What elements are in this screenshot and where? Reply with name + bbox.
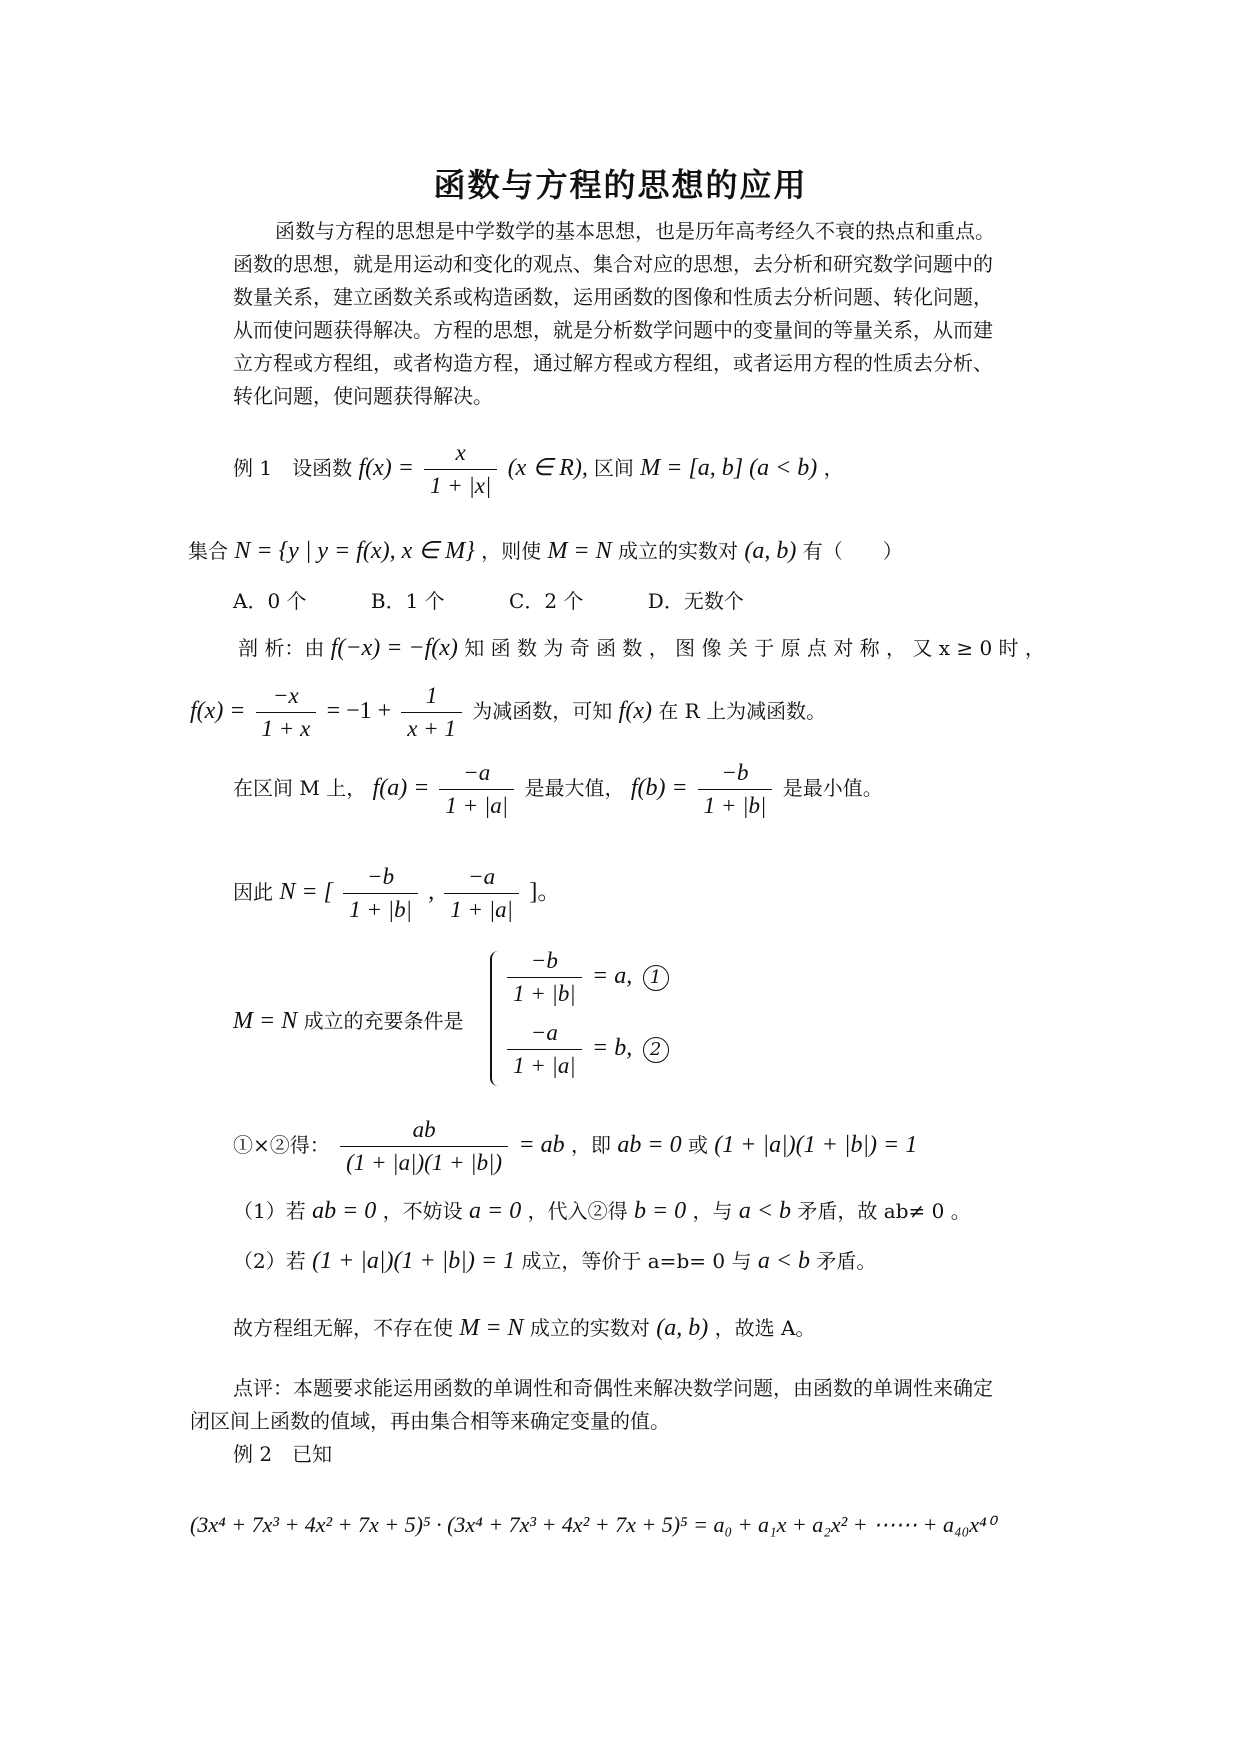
set-label: 集合 bbox=[188, 539, 228, 563]
text: 知 函 数 为 奇 函 数 ， 图 像 关 于 原 点 对 称 ， 又 x ≥ 0 时 ， bbox=[464, 636, 1045, 660]
fraction bbox=[698, 760, 773, 819]
denominator: 1 + |b| bbox=[513, 981, 576, 1006]
denominator: 1 + |a| bbox=[445, 793, 509, 818]
comment-line-2: 闭区间上函数的值域，再由集合相等来确定变量的值。 bbox=[190, 1409, 670, 1433]
equation-tag: 2 bbox=[643, 1037, 669, 1063]
math: b = 0 bbox=[633, 1198, 687, 1224]
fraction bbox=[424, 440, 497, 499]
text: 剖 析：由 bbox=[238, 636, 325, 660]
numerator: −b bbox=[343, 864, 418, 894]
text: 成立的充要条件是 bbox=[303, 1009, 464, 1033]
numerator: −b bbox=[698, 760, 773, 790]
denominator: 1 + |x| bbox=[429, 473, 492, 498]
math: f(b) = bbox=[630, 775, 694, 801]
math: , bbox=[428, 879, 441, 905]
text: 为减函数，可知 bbox=[472, 699, 613, 723]
text: ，与 bbox=[692, 1199, 733, 1223]
option-c: C．2 个 bbox=[509, 589, 584, 613]
example2-formula bbox=[190, 1512, 996, 1538]
option-a: A．0 个 bbox=[233, 589, 307, 613]
example1-question bbox=[188, 535, 903, 565]
math: M = N bbox=[459, 1315, 524, 1341]
function-def: f(x) = bbox=[358, 455, 420, 481]
intro-line: 立方程或方程组，或者构造方程，通过解方程或方程组，或者运用方程的性质去分析、 bbox=[233, 351, 993, 375]
text: ，则使 bbox=[481, 539, 542, 563]
intro-line: 函数与方程的思想是中学数学的基本思想，也是历年高考经久不衰的热点和重点。 bbox=[275, 219, 995, 243]
math: a < b bbox=[757, 1248, 811, 1274]
text: 因此 bbox=[233, 880, 273, 904]
math: N = [ bbox=[279, 879, 333, 905]
text: 在区间 M 上， bbox=[233, 776, 367, 800]
interval-label: 区间 bbox=[593, 456, 634, 480]
equation-tag: 1 bbox=[643, 965, 669, 991]
text: 是最大值， bbox=[524, 776, 625, 800]
numerator: −x bbox=[256, 683, 317, 713]
denominator: x + 1 bbox=[407, 716, 456, 741]
denominator: 1 + |b| bbox=[703, 793, 767, 818]
text: （2）若 bbox=[233, 1249, 306, 1273]
numerator: 1 bbox=[401, 683, 462, 713]
analysis-line-4 bbox=[233, 864, 561, 923]
numerator: −b bbox=[507, 948, 582, 978]
math: (a, b) bbox=[656, 1315, 709, 1341]
intro-line: 从而使问题获得解决。方程的思想，就是分析数学问题中的变量间的等量关系，从而建 bbox=[233, 318, 993, 342]
punct: ， bbox=[823, 456, 844, 480]
fraction bbox=[439, 760, 514, 819]
fraction bbox=[340, 1117, 508, 1176]
math: (3x⁴ + 7x³ + 4x² + 7x + 5)⁵ · (3x⁴ + 7x³ + 4x² + 7x + 5)⁵ = a₀ + a₁x + a₂x² + ⋯⋯ + a₄₀x⁴⁰ bbox=[190, 1512, 996, 1537]
numerator: −a bbox=[444, 864, 519, 894]
example2-label: 例 2 已知 bbox=[233, 1442, 333, 1466]
page-title: 函数与方程的思想的应用 bbox=[433, 166, 808, 204]
fraction bbox=[256, 683, 317, 742]
intro-line: 转化问题，使问题获得解决。 bbox=[233, 384, 493, 408]
math: M = N bbox=[233, 1008, 298, 1034]
system-equation-1 bbox=[503, 948, 669, 1007]
intro-line: 函数的思想，就是用运动和变化的观点、集合对应的思想，去分析和研究数学问题中的 bbox=[233, 252, 993, 276]
fraction bbox=[507, 1020, 582, 1079]
text: 成立的实数对 bbox=[529, 1316, 650, 1340]
math: f(x) bbox=[618, 698, 652, 724]
text: ，即 bbox=[571, 1133, 612, 1157]
numerator: −a bbox=[439, 760, 514, 790]
option-b: B．1 个 bbox=[370, 589, 445, 613]
denominator: 1 + x bbox=[261, 716, 311, 741]
analysis-line-3 bbox=[233, 760, 883, 819]
math: (a, b) bbox=[744, 538, 797, 564]
analysis-line-5 bbox=[233, 1005, 464, 1035]
analysis-line-2 bbox=[190, 683, 826, 742]
comment-line-1: 点评：本题要求能运用函数的单调性和奇偶性来解决数学问题，由函数的单调性来确定 bbox=[233, 1376, 993, 1400]
denominator: 1 + |a| bbox=[513, 1053, 576, 1078]
math: (1 + |a|)(1 + |b|) = 1 bbox=[312, 1248, 516, 1274]
text: 在 R 上为减函数。 bbox=[658, 699, 827, 723]
option-d: D．无数个 bbox=[647, 589, 744, 613]
math: ab = 0 bbox=[312, 1198, 377, 1224]
fraction bbox=[343, 864, 418, 923]
math: = b, bbox=[592, 1035, 633, 1061]
text: 矛盾。 bbox=[816, 1249, 877, 1273]
answer-options bbox=[233, 585, 802, 614]
math: a = 0 bbox=[469, 1198, 522, 1224]
math: = −1 + bbox=[326, 698, 398, 724]
denominator: 1 + |b| bbox=[349, 897, 412, 922]
math: f(−x) = −f(x) bbox=[330, 635, 458, 661]
numerator: ab bbox=[340, 1117, 508, 1147]
intro-line: 数量关系，建立函数关系或构造函数，运用函数的图像和性质去分析问题、转化问题， bbox=[233, 285, 993, 309]
math: ab = 0 bbox=[617, 1132, 682, 1158]
example1-label: 例 1 设函数 bbox=[233, 456, 353, 480]
numerator: x bbox=[424, 440, 497, 470]
text: ①×②得： bbox=[233, 1133, 330, 1157]
math: f(x) = bbox=[190, 698, 252, 724]
text: 成立的实数对 bbox=[618, 539, 738, 563]
text: 矛盾，故 ab≠ 0 。 bbox=[797, 1199, 971, 1223]
fraction bbox=[401, 683, 462, 742]
system-equation-2 bbox=[503, 1020, 669, 1079]
domain-condition: (x ∈ R), bbox=[507, 455, 594, 481]
set-def: N = {y | y = f(x), x ∈ M} bbox=[234, 538, 475, 564]
text: ，代入②得 bbox=[527, 1199, 628, 1223]
analysis-line-1 bbox=[238, 632, 1045, 662]
math: f(a) = bbox=[372, 775, 436, 801]
denominator: 1 + |a| bbox=[450, 897, 513, 922]
system-brace bbox=[490, 951, 502, 1086]
text: 成立，等价于 a=b= 0 与 bbox=[521, 1249, 752, 1273]
text: 故方程组无解，不存在使 bbox=[233, 1316, 453, 1340]
fraction bbox=[444, 864, 519, 923]
numerator: −a bbox=[507, 1020, 582, 1050]
fraction bbox=[507, 948, 582, 1007]
example1-statement bbox=[233, 440, 844, 499]
text: 或 bbox=[687, 1133, 708, 1157]
math: a < b bbox=[738, 1198, 792, 1224]
text: 有（ ） bbox=[802, 539, 903, 563]
analysis-case-1 bbox=[233, 1195, 971, 1225]
intro-paragraph bbox=[233, 215, 1058, 413]
text: （1）若 bbox=[233, 1199, 306, 1223]
text: 是最小值。 bbox=[782, 776, 883, 800]
text: ，故选 A。 bbox=[714, 1316, 816, 1340]
math: (1 + |a|)(1 + |b|) = 1 bbox=[714, 1132, 918, 1158]
math: ]。 bbox=[529, 879, 562, 905]
analysis-conclusion bbox=[233, 1312, 815, 1342]
math: M = N bbox=[547, 538, 612, 564]
analysis-case-2 bbox=[233, 1245, 876, 1275]
math: = ab bbox=[518, 1132, 565, 1158]
denominator: (1 + |a|)(1 + |b|) bbox=[346, 1150, 503, 1175]
math: = a, bbox=[592, 963, 633, 989]
text: ，不妨设 bbox=[382, 1199, 463, 1223]
interval-def: M = [a, b] (a < b) bbox=[640, 455, 818, 481]
analysis-line-6 bbox=[233, 1117, 917, 1176]
